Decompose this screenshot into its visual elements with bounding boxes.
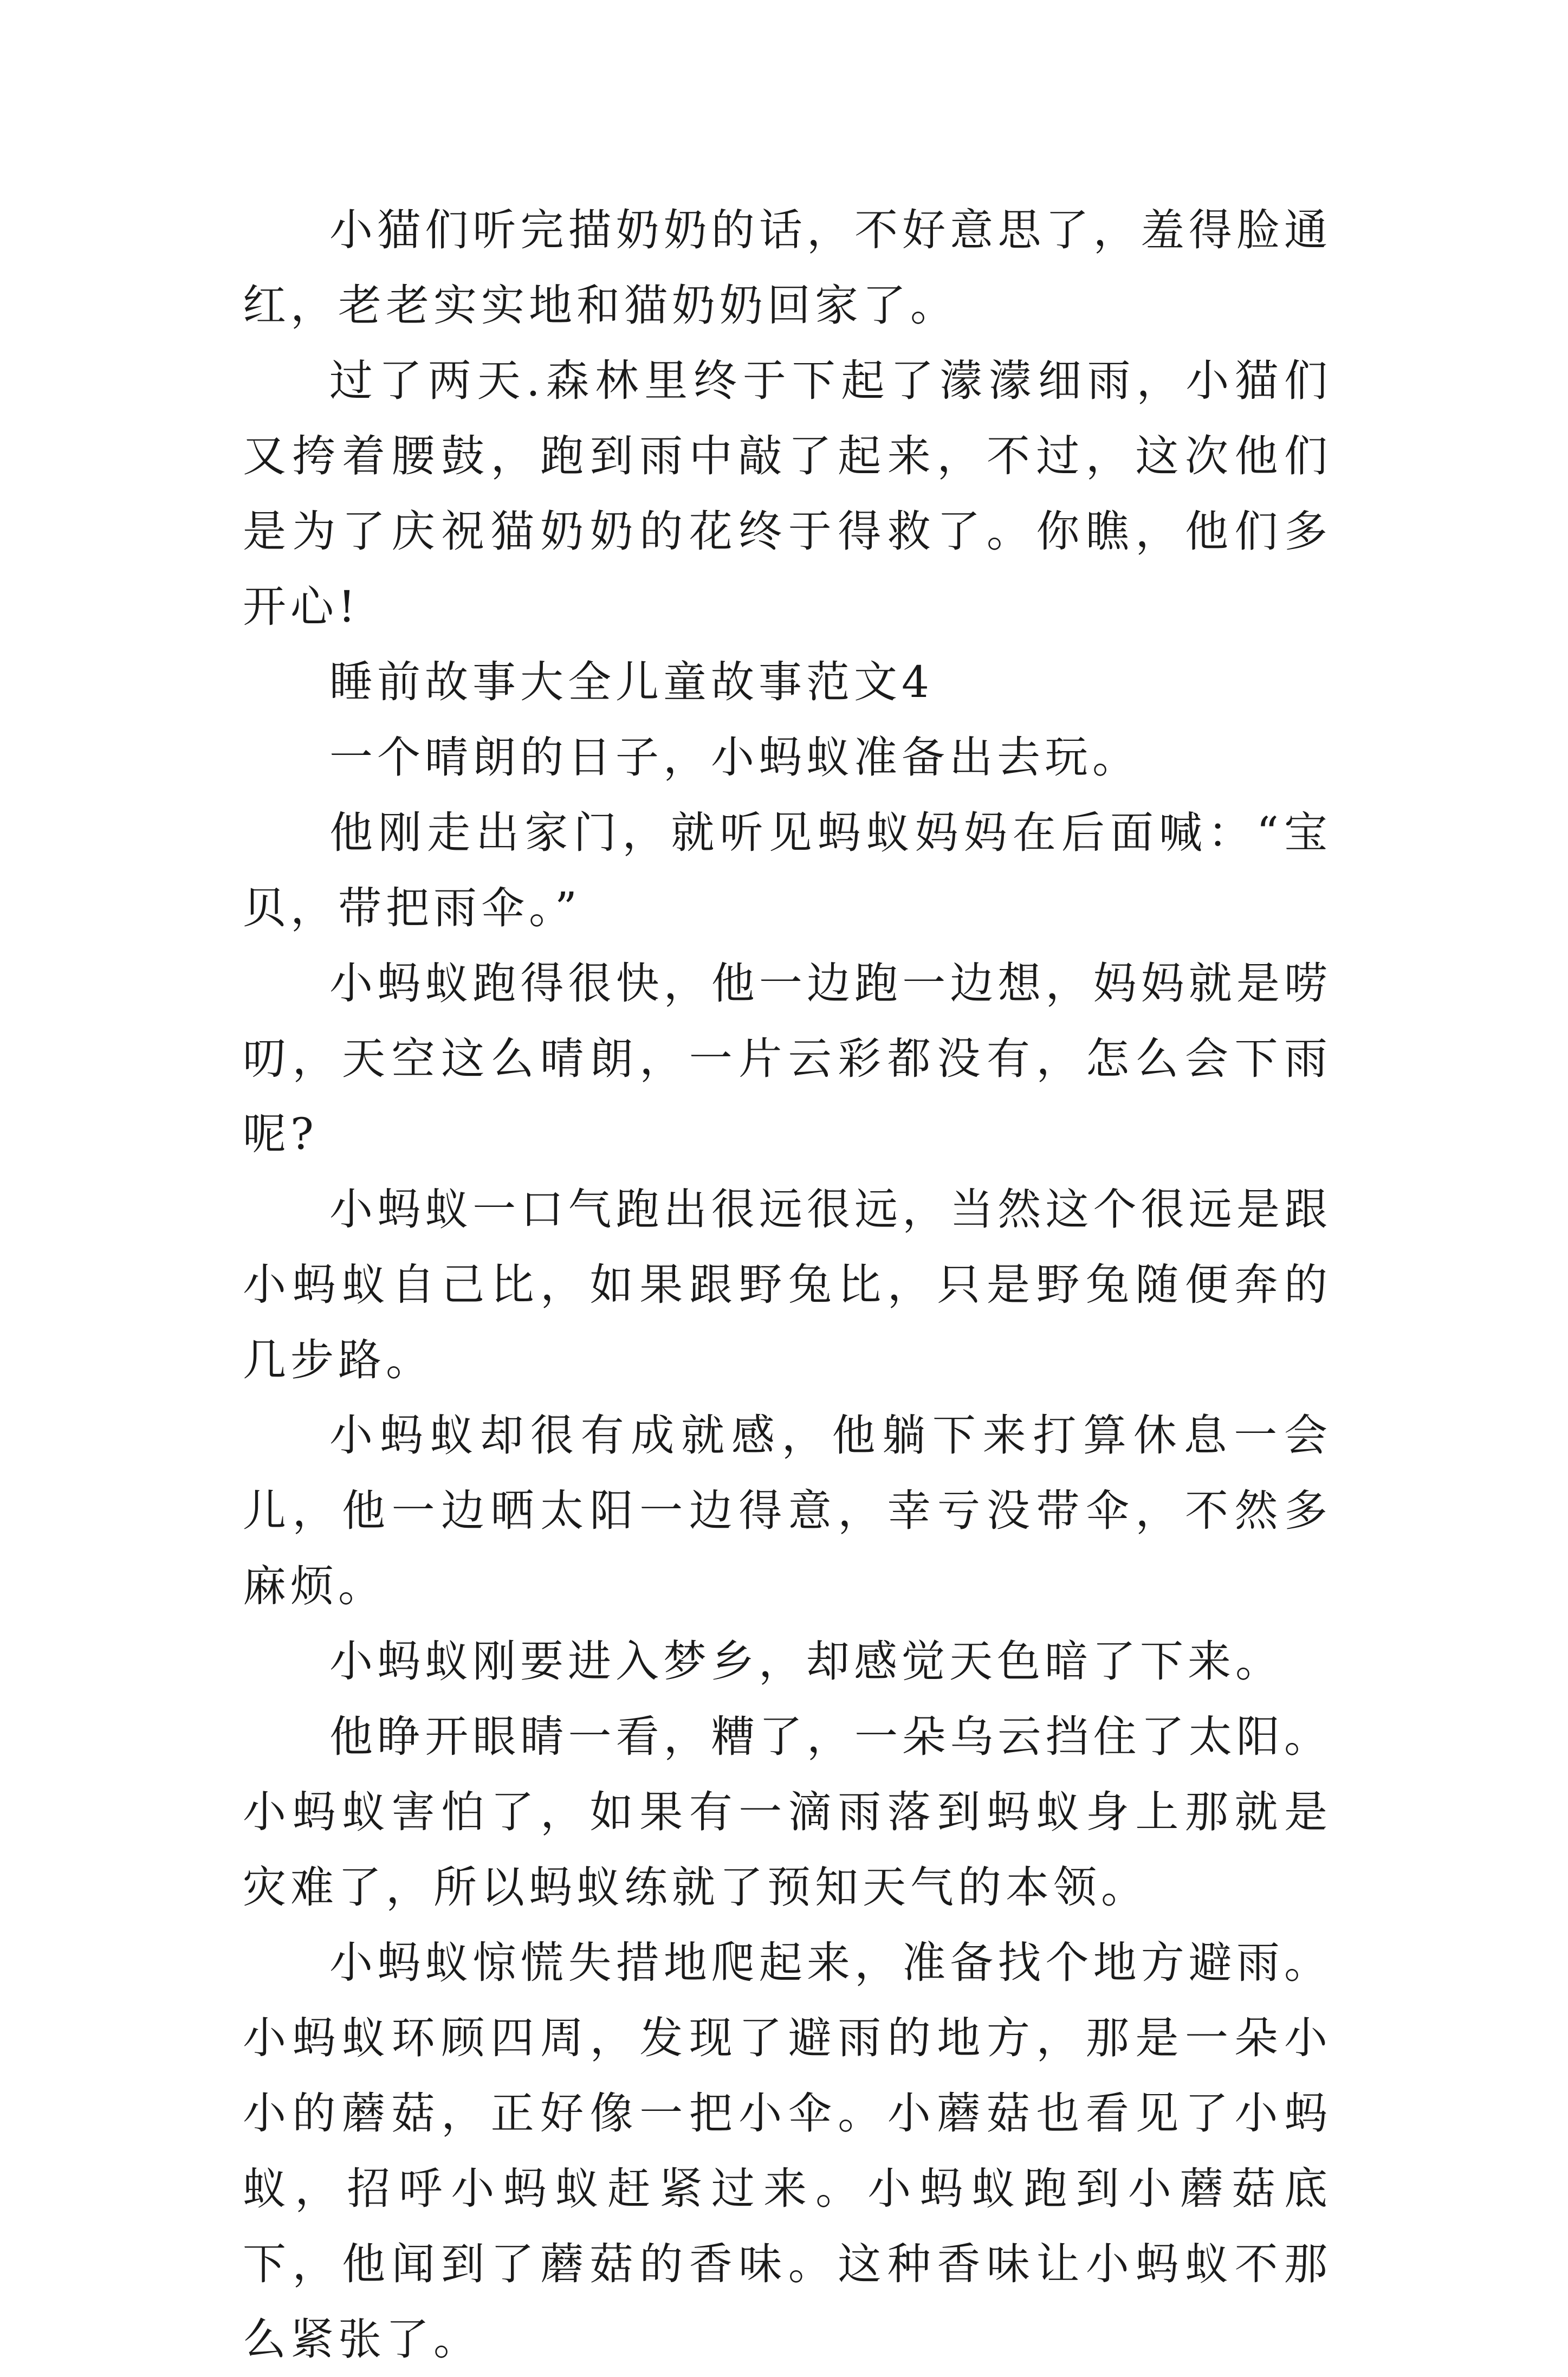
paragraph: 一个晴朗的日子，小蚂蚁准备出去玩。 xyxy=(329,732,1140,783)
paragraph: 小蚂蚁刚要进入梦乡，却感觉天色暗了下来。 xyxy=(329,1636,1283,1687)
paragraph: 小蚂蚁一口气跑出很远很远，当然这个很远是跟小蚂蚁自己比，如果跟野兔比，只是野兔随便奔的几步路。 xyxy=(243,1184,1332,1385)
paragraph: 小蚂蚁跑得很快，他一边跑一边想，妈妈就是唠叨，天空这么晴朗，一片云彩都没有，怎么会下雨呢? xyxy=(243,958,1332,1159)
paragraph: 小蚂蚁却很有成就感，他躺下来打算休息一会儿，他一边晒太阳一边得意，幸亏没带伞，不然多麻烦。 xyxy=(243,1410,1332,1611)
paragraph: 小猫们听完描奶奶的话，不好意思了，羞得脸通红，老老实实地和猫奶奶回家了。 xyxy=(243,205,1332,331)
story-heading: 睡前故事大全儿童故事范文4 xyxy=(329,657,934,707)
paragraph: 他睁开眼睛一看，糟了，一朵乌云挡住了太阳。小蚂蚁害怕了，如果有一滴雨落到蚂蚁身上那就是灾难了，所以蚂蚁练就了预知天气的本领。 xyxy=(243,1711,1332,1913)
paragraph: 小蚂蚁惊慌失措地爬起来，准备找个地方避雨。小蚂蚁环顾四周，发现了避雨的地方，那是一朵小小的蘑菇，正好像一把小伞。小蘑菇也看见了小蚂蚁，招呼小蚂蚁赶紧过来。小蚂蚁跑到小蘑菇底下，他闻到了蘑菇的香味。这种香味让小蚂蚁不那么紧张了。 xyxy=(243,1937,1332,2365)
story-text xyxy=(243,192,1332,2377)
paragraph: 过了两天.森林里终于下起了濛濛细雨，小猫们又挎着腰鼓，跑到雨中敲了起来，不过，这次他们是为了庆祝猫奶奶的花终于得救了。你瞧，他们多开心! xyxy=(243,356,1332,632)
paragraph: 他刚走出家门，就听见蚂蚁妈妈在后面喊：“宝贝，带把雨伞。” xyxy=(243,808,1332,933)
